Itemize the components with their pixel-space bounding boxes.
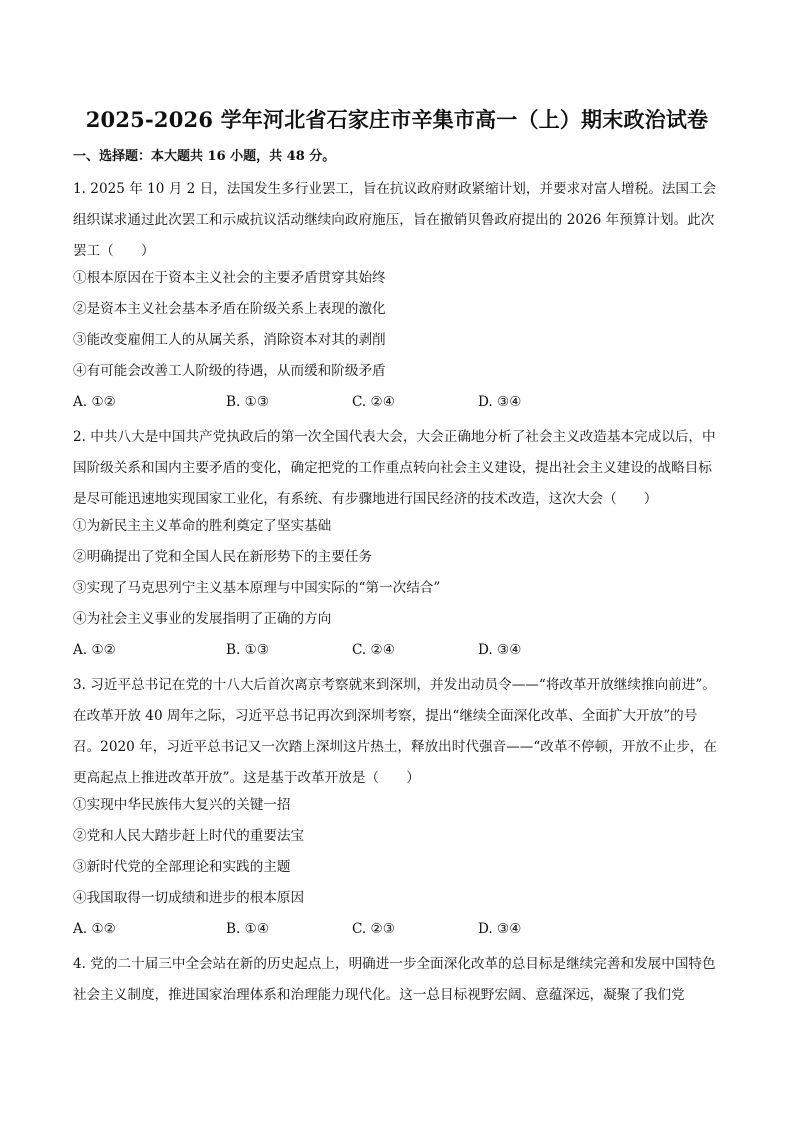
- question-item: ②是资本主义社会基本矛盾在阶级关系上表现的激化: [73, 301, 386, 317]
- question-item: ①实现中华民族伟大复兴的关键一招: [73, 797, 291, 813]
- question-stem: 1. 2025 年 10 月 2 日，法国发生多行业罢工，旨在抗议政府财政紧缩计划，并要求对富人增税。法国工会组织谋求通过此次罢工和示威抗议活动继续向政府施压，旨在撤销贝鲁政府提出的 2026 年预算计划。此次罢工（ ）: [73, 181, 717, 259]
- answer-option-a: A. ①②: [73, 642, 116, 658]
- question-item: ①根本原因在于资本主义社会的主要矛盾贯穿其始终: [73, 270, 386, 286]
- answer-option-c: C. ②④: [352, 394, 395, 410]
- answer-option-d: D. ③④: [478, 921, 522, 937]
- question-item: ②党和人民大踏步赶上时代的重要法宝: [73, 828, 305, 844]
- question-item: ②明确提出了党和全国人民在新形势下的主要任务: [73, 549, 373, 565]
- question-item: ③新时代党的全部理论和实践的主题: [73, 859, 291, 875]
- question-item: ③能改变雇佣工人的从属关系，消除资本对其的剥削: [73, 332, 386, 348]
- question-stem: 3. 习近平总书记在党的十八大后首次离京考察就来到深圳，并发出动员令——“将改革开放继续推向前进”。在改革开放 40 周年之际，习近平总书记再次到深圳考察，提出“继续全面深化改革、全面扩大开放”的号召。2020 年，习近平总书记又一次踏上深圳这片热土，释放出时代强音——“改革不停顿，开放不止步，在更高起点上推进改革开放”。这是基于改革开放是（ ）: [73, 677, 717, 786]
- section-header: 一、选择题：本大题共 16 小题，共 48 分。: [73, 149, 336, 164]
- answer-option-c: C. ②④: [352, 642, 395, 658]
- answer-option-a: A. ①②: [73, 921, 116, 937]
- answer-option-b: B. ①③: [226, 642, 270, 658]
- question-stem: 2. 中共八大是中国共产党执政后的第一次全国代表大会，大会正确地分析了社会主义改造基本完成以后，中国阶级关系和国内主要矛盾的变化，确定把党的工作重点转向社会主义建设，提出社会主义建设的战略目标是尽可能迅速地实现国家工业化，有系统、有步骤地进行国民经济的技术改造，这次大会（ ）: [73, 429, 716, 507]
- answer-option-d: D. ③④: [478, 394, 522, 410]
- question-stem: 4. 党的二十届三中全会站在新的历史起点上，明确进一步全面深化改革的总目标是继续完善和发展中国特色社会主义制度，推进国家治理体系和治理能力现代化。这一总目标视野宏阔、意蕴深远，凝聚了我们党: [73, 956, 716, 1003]
- answer-option-b: B. ①④: [226, 921, 270, 937]
- page-title: 2025-2026 学年河北省石家庄市辛集市高一（上）期末政治试卷: [85, 107, 709, 132]
- answer-option-a: A. ①②: [73, 394, 116, 410]
- answer-option-c: C. ②③: [352, 921, 395, 937]
- question-item: ④为社会主义事业的发展指明了正确的方向: [73, 611, 332, 627]
- question-item: ④有可能会改善工人阶级的待遇，从而缓和阶级矛盾: [73, 363, 386, 379]
- answer-option-d: D. ③④: [478, 642, 522, 658]
- answer-option-b: B. ①③: [226, 394, 270, 410]
- question-item: ①为新民主主义革命的胜利奠定了坚实基础: [73, 518, 332, 534]
- question-item: ④我国取得一切成绩和进步的根本原因: [73, 890, 305, 906]
- question-item: ③实现了马克思列宁主义基本原理与中国实际的“第一次结合”: [73, 580, 441, 596]
